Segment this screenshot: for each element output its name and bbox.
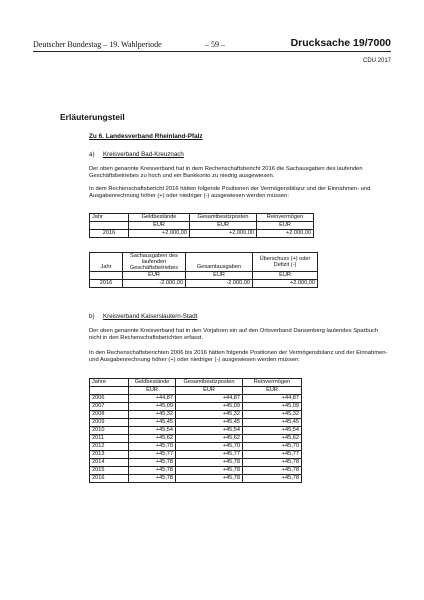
table-row: [90, 379, 302, 387]
table-cell: +2.000,00: [253, 280, 318, 288]
table-row: [90, 253, 318, 272]
table-cell: +2.000,00: [257, 230, 314, 238]
subsection-a-marker: a): [89, 151, 95, 158]
table-header: Gesamtausgaben: [186, 253, 253, 272]
document-number: [291, 37, 391, 49]
table-cell: +45,77: [243, 451, 302, 459]
table-row: [90, 443, 302, 451]
table-cell: +45,77: [176, 451, 243, 459]
table-header: Jahr: [90, 253, 123, 272]
table-cell: +45,78: [243, 475, 302, 483]
page-heading: Erläuterungsteil: [60, 112, 125, 122]
table-cell: +45,09: [129, 403, 176, 411]
table-header: Gesamtbesitzposten: [190, 214, 257, 222]
table-cell: EUR: [129, 387, 176, 395]
table-row: [90, 222, 314, 230]
page-number: – 59 –: [205, 40, 225, 49]
table-cell: 2015: [90, 467, 129, 475]
table-cell: +45,45: [243, 419, 302, 427]
subsection-a-para1: Der oben genannte Kreisverband hat in dem Rechenschaftsbericht 2016 die Sachausgaben des laufenden Geschäftsbetriebes zu hoch und ein Bankkonto zu niedrig ausgewiesen.: [89, 166, 363, 180]
table-cell: +45,32: [176, 411, 243, 419]
subsection-a-para2: In dem Rechenschaftsbericht 2016 hätten folgende Positionen der Vermögensbilanz und der Einnahmen- und Ausgabenrechnung höher (+) oder niedriger (-) ausgewiesen werden müssen:: [89, 186, 371, 200]
table-header: Überschuss (+) oder Defizit (-): [253, 253, 318, 272]
table-header: Jahre: [90, 379, 129, 387]
table-cell: +45,78: [129, 459, 176, 467]
doc-label: Drucksache 19/: [290, 37, 368, 49]
party-tag: CDU 2017: [362, 58, 391, 64]
subsection-b: [89, 313, 197, 320]
table-cell: +45,78: [176, 459, 243, 467]
subsection-b-para1: Der oben genannte Kreisverband hat in den Vorjahren ein auf den Ortsverband Dansenberg lautendes Sparbuch nicht in den Rechenschaftsberichten erfasst.: [89, 328, 379, 342]
table-cell: -2.000,00: [123, 280, 186, 288]
subsection-b-title: Kreisverband Kaiserslautern-Stadt: [103, 313, 198, 320]
table-cell: +45,78: [243, 459, 302, 467]
table-header: Gesamtbesitzposten: [176, 379, 243, 387]
table-cell: EUR: [253, 272, 318, 280]
table-cell: 2010: [90, 427, 129, 435]
table-header: Geldbestände: [129, 214, 190, 222]
table-cell: 2016: [90, 280, 123, 288]
table-cell: +45,78: [129, 475, 176, 483]
table-row: [90, 403, 302, 411]
table-cell: +45,78: [129, 467, 176, 475]
table-cell: +45,09: [243, 403, 302, 411]
table-cell: 2012: [90, 443, 129, 451]
table-row: [90, 395, 302, 403]
table-a1: [89, 213, 314, 238]
table-header: Sachausgaben des laufenden Geschäftsbetriebes: [123, 253, 186, 272]
table-cell: +45,70: [243, 443, 302, 451]
table-cell: +45,45: [129, 419, 176, 427]
header-left: Deutscher Bundestag – 19. Wahlperiode: [33, 40, 162, 49]
table-cell: EUR: [243, 387, 302, 395]
table-cell: +45,54: [176, 427, 243, 435]
subsection-b-para2: In den Rechenschaftsberichten 2006 bis 2016 hätten folgende Positionen der Vermögensbilanz und der Einnahmen- und Ausgabenrechnung höher (+) oder niedriger (-) ausgewiesen werden müssen:: [89, 350, 388, 364]
table-cell: +45,32: [129, 411, 176, 419]
table-cell: +45,62: [176, 435, 243, 443]
table-row: [90, 427, 302, 435]
table-row: [90, 435, 302, 443]
table-header: Geldbestände: [129, 379, 176, 387]
table-row: [90, 411, 302, 419]
table-cell: EUR: [186, 272, 253, 280]
table-cell: 2013: [90, 451, 129, 459]
table-cell: +45,54: [129, 427, 176, 435]
table-cell: +45,54: [243, 427, 302, 435]
table-cell: +44,87: [176, 395, 243, 403]
table-cell: 2014: [90, 459, 129, 467]
table-a2: [89, 252, 318, 288]
table-cell: [90, 387, 129, 395]
table-cell: +45,62: [129, 435, 176, 443]
table-cell: EUR: [129, 222, 190, 230]
table-cell: +45,62: [243, 435, 302, 443]
table-cell: -2.000,00: [186, 280, 253, 288]
subsection-a: [89, 151, 184, 158]
table-cell: +45,70: [129, 443, 176, 451]
table-row: [90, 272, 318, 280]
table-cell: +2.000,00: [129, 230, 190, 238]
table-cell: +45,09: [176, 403, 243, 411]
table-cell: EUR: [123, 272, 186, 280]
table-cell: +45,77: [129, 451, 176, 459]
table-cell: [90, 272, 123, 280]
table-cell: 2016: [90, 475, 129, 483]
subsection-b-marker: b): [89, 313, 95, 320]
table-row: [90, 230, 314, 238]
table-cell: +45,78: [176, 475, 243, 483]
table-cell: 2011: [90, 435, 129, 443]
table-row: [90, 387, 302, 395]
table-cell: EUR: [257, 222, 314, 230]
table-row: [90, 280, 318, 288]
subsection-a-title: Kreisverband Bad-Kreuznach: [103, 151, 184, 158]
table-row: [90, 475, 302, 483]
table-cell: [90, 222, 129, 230]
table-cell: +45,70: [176, 443, 243, 451]
table-header: Jahr: [90, 214, 129, 222]
header-rule: [33, 51, 391, 52]
table-cell: 2016: [90, 230, 129, 238]
table-cell: +44,87: [243, 395, 302, 403]
table-b: [89, 378, 302, 483]
table-cell: EUR: [176, 387, 243, 395]
table-header: Reinvermögen: [257, 214, 314, 222]
table-row: [90, 451, 302, 459]
table-row: [90, 419, 302, 427]
table-cell: +44,87: [129, 395, 176, 403]
section-heading: Zu 6. Landesverband Rheinland-Pfalz: [89, 133, 203, 140]
table-cell: +45,45: [176, 419, 243, 427]
table-cell: EUR: [190, 222, 257, 230]
table-cell: 2006: [90, 395, 129, 403]
table-row: [90, 459, 302, 467]
table-cell: +45,78: [176, 467, 243, 475]
table-row: [90, 467, 302, 475]
table-cell: +45,32: [243, 411, 302, 419]
table-cell: 2007: [90, 403, 129, 411]
table-cell: 2008: [90, 411, 129, 419]
table-cell: 2009: [90, 419, 129, 427]
table-header: Reinvermögen: [243, 379, 302, 387]
table-cell: +45,78: [243, 467, 302, 475]
table-row: [90, 214, 314, 222]
doc-number: 7000: [367, 37, 391, 49]
table-cell: +2.000,00: [190, 230, 257, 238]
